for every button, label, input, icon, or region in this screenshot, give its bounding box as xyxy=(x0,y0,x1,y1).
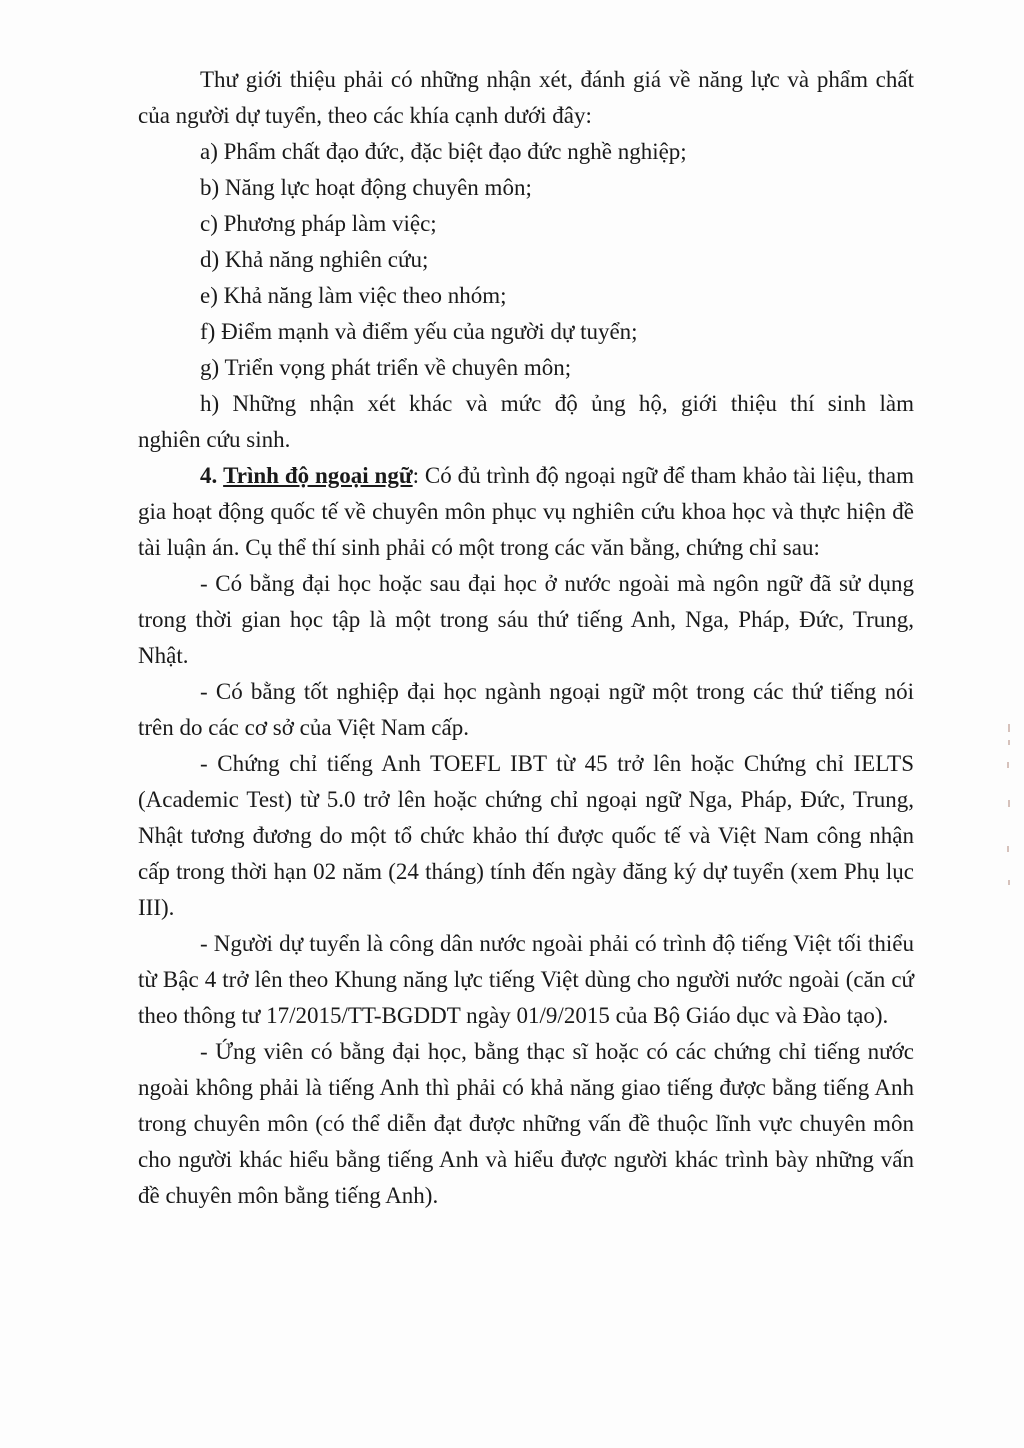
scan-mark xyxy=(1008,800,1010,807)
criteria-item-d: d) Khả năng nghiên cứu; xyxy=(200,247,429,272)
criteria-item-a: a) Phẩm chất đạo đức, đặc biệt đạo đức nghề nghiệp; xyxy=(200,139,687,164)
section-4-paragraph xyxy=(138,458,914,566)
criteria-item-h-start: h) Những nhận xét khác và mức độ ủng hộ, giới thiệu thí sinh làm xyxy=(200,391,914,416)
criteria-item-e: e) Khả năng làm việc theo nhóm; xyxy=(200,283,507,308)
requirement-bullet-language-degree: - Có bằng tốt nghiệp đại học ngành ngoại ngữ một trong các thứ tiếng nói trên do các cơ sở của Việt Nam cấp. xyxy=(138,679,914,740)
requirement-bullet-foreign-degree: - Có bằng đại học hoặc sau đại học ở nước ngoài mà ngôn ngữ đã sử dụng trong thời gian học tập là một trong sáu thứ tiếng Anh, Nga, Pháp, Đức, Trung, Nhật. xyxy=(138,571,914,668)
requirement-bullet-foreign-citizen: - Người dự tuyển là công dân nước ngoài phải có trình độ tiếng Việt tối thiểu từ Bậc 4 trở lên theo Khung năng lực tiếng Việt dùng cho người nước ngoài (căn cứ theo thông tư 17/2015/TT-BGDDT ngày 01/9/2015 của Bộ Giáo dục và Đào tạo). xyxy=(138,931,914,1028)
criteria-item-c: c) Phương pháp làm việc; xyxy=(200,211,437,236)
section-4-body: Có đủ trình độ ngoại ngữ để tham khảo tài liệu, tham gia hoạt động quốc tế về chuyên môn phục vụ nghiên cứu khoa học và thực hiện đề tài luận án. Cụ thể thí sinh phải có một trong các văn bằng, chứng chỉ sau: xyxy=(138,463,914,560)
criteria-item-f: f) Điểm mạnh và điểm yếu của người dự tuyển; xyxy=(200,319,638,344)
criteria-item-h xyxy=(138,386,914,422)
requirement-bullet-certificates: - Chứng chỉ tiếng Anh TOEFL IBT từ 45 trở lên hoặc Chứng chỉ IELTS (Academic Test) từ 5.0 trở lên hoặc chứng chỉ ngoại ngữ Nga, Pháp, Đức, Trung, Nhật tương đương do một tổ chức khảo thí được quốc tế và Việt Nam công nhận cấp trong thời hạn 02 năm (24 tháng) tính đến ngày đăng ký dự tuyển (xem Phụ lục III). xyxy=(138,751,914,920)
document-body xyxy=(138,62,914,1214)
scan-mark xyxy=(1008,880,1010,885)
scan-mark xyxy=(1007,846,1009,852)
scan-edge-marks xyxy=(994,0,1024,1448)
section-4-title: Trình độ ngoại ngữ xyxy=(223,463,413,488)
section-4-number: 4. xyxy=(200,463,218,488)
intro-paragraph: Thư giới thiệu phải có những nhận xét, đánh giá về năng lực và phẩm chất của người dự tuyển, theo các khía cạnh dưới đây: xyxy=(138,67,914,128)
requirement-bullet-english-ability: - Ứng viên có bằng đại học, bằng thạc sĩ hoặc có các chứng chỉ tiếng nước ngoài không phải là tiếng Anh thì phải có khả năng giao tiếng được bằng tiếng Anh trong chuyên môn (có thể diễn đạt được những vấn đề thuộc lĩnh vực chuyên môn cho người khác hiểu bằng tiếng Anh và hiểu được người khác trình bày những vấn đề chuyên môn bằng tiếng Anh). xyxy=(138,1039,914,1208)
scan-mark xyxy=(1008,724,1010,732)
section-4-colon: : xyxy=(412,463,420,488)
criteria-item-h-end: nghiên cứu sinh. xyxy=(138,427,291,452)
scan-mark xyxy=(1007,762,1009,768)
criteria-item-b: b) Năng lực hoạt động chuyên môn; xyxy=(200,175,532,200)
criteria-item-h-continuation xyxy=(138,422,914,458)
criteria-item-g: g) Triển vọng phát triển về chuyên môn; xyxy=(200,355,572,380)
scan-mark xyxy=(1008,740,1010,745)
